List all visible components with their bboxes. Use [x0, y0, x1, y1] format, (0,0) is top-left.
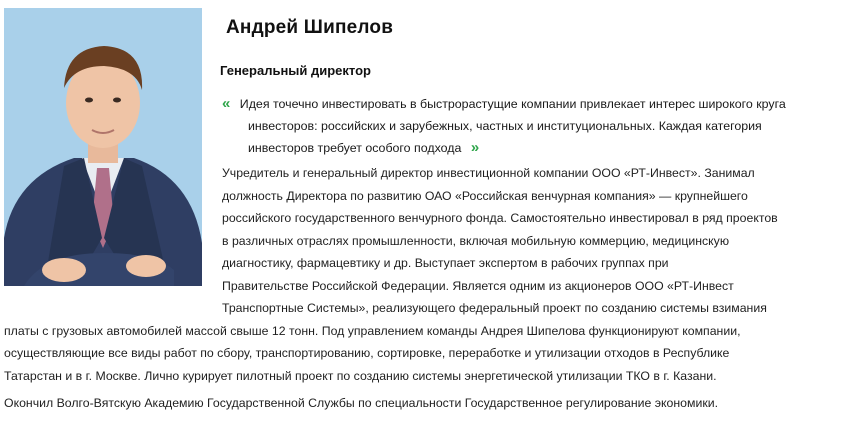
job-title: Генеральный директор [220, 63, 371, 78]
quote-line: Идея точечно инвестировать в быстрорастущие компании привлекает интерес широкого круга [239, 97, 786, 111]
bio-line: диагностику, фармацевтику и др. Выступает экспертом в рабочих группах при [222, 256, 669, 270]
quote-close-mark: » [470, 139, 480, 156]
quote-block [222, 93, 832, 159]
person-name: Андрей Шипелов [226, 17, 394, 38]
bio-line: осуществляющие все виды работ по сбору, транспортированию, сортировке, переработке и утилизации отходов в Республике [4, 346, 730, 360]
biography [4, 162, 844, 387]
bio-line: должность Директора по развитию ОАО «Российская венчурная компания» — крупнейшего [222, 188, 748, 203]
education-text: Окончил Волго-Вятскую Академию Государственной Службы по специальности Государственное регулирование экономики. [4, 396, 719, 410]
quote-open-mark: « [222, 95, 231, 112]
bio-line: Татарстан и в г. Москве. Лично курирует пилотный проект по созданию системы энергетической утилизации ТКО в г. Казани. [4, 368, 717, 383]
bio-line: российского государственного венчурного фонда. Самостоятельно инвестировал в ряд проектов [222, 211, 778, 225]
bio-line: Правительстве Российской Федерации. Является одним из акционеров ООО «РТ-Инвест [222, 278, 734, 293]
quote-line: инвесторов: российских и зарубежных, частных и институциональных. Каждая категория [248, 119, 762, 133]
bio-line: Транспортные Системы», реализующего федеральный проект по созданию системы взимания [222, 301, 767, 315]
bio-line: Учредитель и генеральный директор инвестиционной компании ООО «РТ-Инвест». Занимал [222, 166, 755, 180]
quote-line: инвесторов требует особого подхода [248, 141, 462, 155]
bio-line: платы с грузовых автомобилей массой свыше 12 тонн. Под управлением команды Андрея Шипелова функционируют компании, [4, 323, 741, 338]
bio-line: в различных отраслях промышленности, включая мобильную коммерцию, медицинскую [222, 233, 730, 248]
